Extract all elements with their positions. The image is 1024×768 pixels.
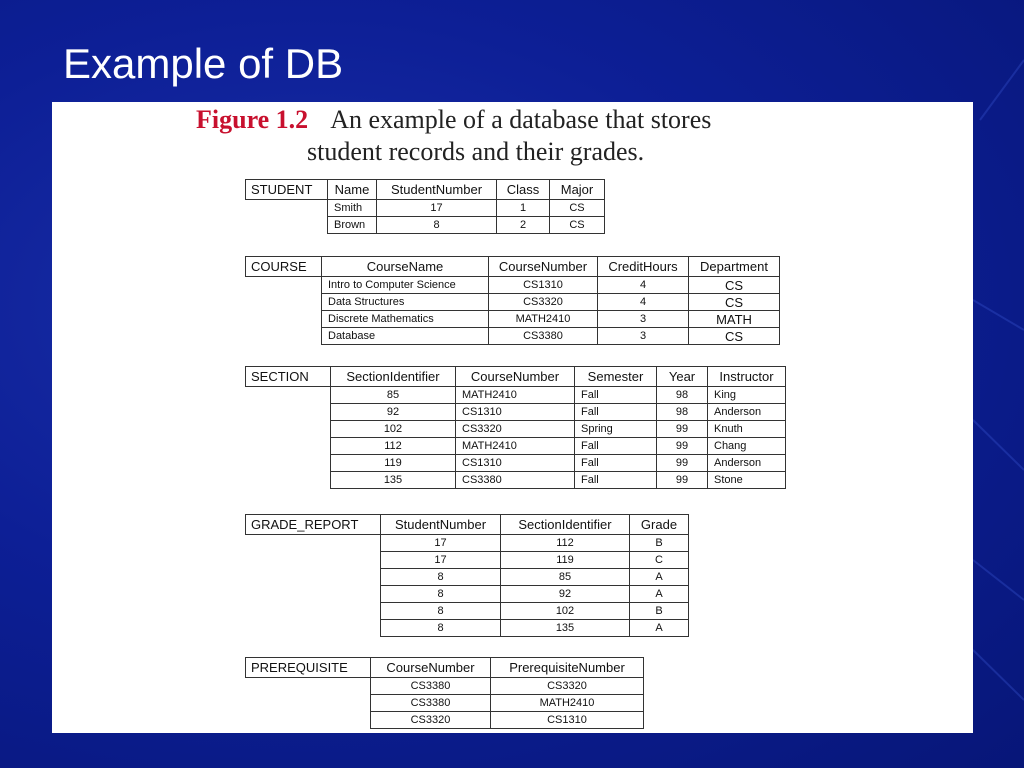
table-row [246,603,689,620]
table-cell: MATH2410 [491,695,644,712]
table-cell: CS1310 [456,404,575,421]
table-cell: CS1310 [456,455,575,472]
table-cell: 99 [657,438,708,455]
table-cell: MATH [689,311,780,328]
table-cell: C [630,552,689,569]
section-table [245,366,786,489]
column-header: Major [550,180,605,200]
figure-label: Figure 1.2 [196,105,309,134]
table-cell: CS3320 [489,294,598,311]
table-cell: 8 [381,569,501,586]
relation-name: GRADE_REPORT [246,515,381,535]
table-cell: 135 [331,472,456,489]
table-row [246,404,786,421]
table-cell: 17 [381,535,501,552]
figure-panel [52,102,973,733]
caption-line-2: student records and their grades. [307,137,645,166]
course-table [245,256,780,345]
column-header: Year [657,367,708,387]
table-cell: Discrete Mathematics [322,311,489,328]
table-cell: 17 [377,200,497,217]
student-table [245,179,605,234]
table-row [246,311,780,328]
table-cell: 112 [331,438,456,455]
table-row [246,387,786,404]
table-cell: CS [550,217,605,234]
table-cell: Database [322,328,489,345]
column-header: Department [689,257,780,277]
table-cell: Intro to Computer Science [322,277,489,294]
table-cell: 8 [377,217,497,234]
table-cell: CS3320 [491,678,644,695]
table-cell: 3 [598,311,689,328]
table-cell: CS [689,328,780,345]
table-cell: CS1310 [491,712,644,729]
figure-caption [196,104,876,168]
table-cell: CS [550,200,605,217]
table-cell: CS3380 [456,472,575,489]
column-header: SectionIdentifier [331,367,456,387]
prerequisite-table [245,657,644,729]
table-cell: King [708,387,786,404]
table-row [246,695,644,712]
table-cell: 2 [497,217,550,234]
table-cell: 99 [657,472,708,489]
column-header: Grade [630,515,689,535]
table-cell: 92 [331,404,456,421]
table-row [246,277,780,294]
table-cell: CS3380 [371,695,491,712]
table-cell: Anderson [708,455,786,472]
column-header: CourseNumber [456,367,575,387]
table-cell: Fall [575,438,657,455]
table-header-row [246,367,786,387]
table-cell: 102 [331,421,456,438]
table-cell: Fall [575,472,657,489]
table-row [246,552,689,569]
table-cell: Fall [575,455,657,472]
table-cell: 3 [598,328,689,345]
column-header: CourseNumber [371,658,491,678]
table-cell: CS [689,277,780,294]
table-row [246,712,644,729]
table-cell: 99 [657,455,708,472]
column-header: CourseNumber [489,257,598,277]
column-header: Semester [575,367,657,387]
table-row [246,472,786,489]
table-cell: CS3320 [456,421,575,438]
table-cell: 17 [381,552,501,569]
column-header: Class [497,180,550,200]
table-cell: Smith [328,200,377,217]
table-cell: 92 [501,586,630,603]
table-cell: 4 [598,294,689,311]
table-cell: 119 [331,455,456,472]
column-header: StudentNumber [377,180,497,200]
table-cell: MATH2410 [456,387,575,404]
table-row [246,535,689,552]
column-header: StudentNumber [381,515,501,535]
table-cell: Chang [708,438,786,455]
table-cell: CS3320 [371,712,491,729]
table-cell: 8 [381,620,501,637]
table-cell: 8 [381,586,501,603]
table-cell: MATH2410 [456,438,575,455]
table-cell: 1 [497,200,550,217]
table-cell: CS1310 [489,277,598,294]
table-header-row [246,257,780,277]
table-cell: A [630,569,689,586]
table-cell: 85 [501,569,630,586]
table-cell: 99 [657,421,708,438]
table-cell: B [630,535,689,552]
table-cell: Data Structures [322,294,489,311]
table-row [246,200,605,217]
table-cell: MATH2410 [489,311,598,328]
table-header-row [246,180,605,200]
table-cell: Brown [328,217,377,234]
column-header: PrerequisiteNumber [491,658,644,678]
relation-name: STUDENT [246,180,328,200]
table-cell: 102 [501,603,630,620]
slide-title: Example of DB [63,40,344,87]
table-header-row [246,658,644,678]
table-cell: Spring [575,421,657,438]
table-row [246,438,786,455]
caption-line-1: An example of a database that stores [330,105,712,134]
table-cell: CS3380 [371,678,491,695]
table-header-row [246,515,689,535]
table-row [246,586,689,603]
table-cell: 98 [657,404,708,421]
table-cell: Knuth [708,421,786,438]
column-header: CreditHours [598,257,689,277]
table-cell: 8 [381,603,501,620]
column-header: Instructor [708,367,786,387]
table-cell: Stone [708,472,786,489]
table-row [246,455,786,472]
table-cell: A [630,586,689,603]
table-cell: B [630,603,689,620]
table-cell: Anderson [708,404,786,421]
table-cell: 85 [331,387,456,404]
grade-report-table [245,514,689,637]
relation-name: PREREQUISITE [246,658,371,678]
table-row [246,569,689,586]
table-cell: 119 [501,552,630,569]
table-cell: A [630,620,689,637]
table-cell: 112 [501,535,630,552]
column-header: Name [328,180,377,200]
table-row [246,328,780,345]
relation-name: SECTION [246,367,331,387]
column-header: CourseName [322,257,489,277]
table-row [246,421,786,438]
table-cell: 98 [657,387,708,404]
table-cell: CS [689,294,780,311]
table-row [246,217,605,234]
table-cell: CS3380 [489,328,598,345]
table-cell: 135 [501,620,630,637]
table-row [246,294,780,311]
table-row [246,678,644,695]
table-cell: Fall [575,404,657,421]
table-cell: 4 [598,277,689,294]
table-cell: Fall [575,387,657,404]
table-row [246,620,689,637]
column-header: SectionIdentifier [501,515,630,535]
relation-name: COURSE [246,257,322,277]
